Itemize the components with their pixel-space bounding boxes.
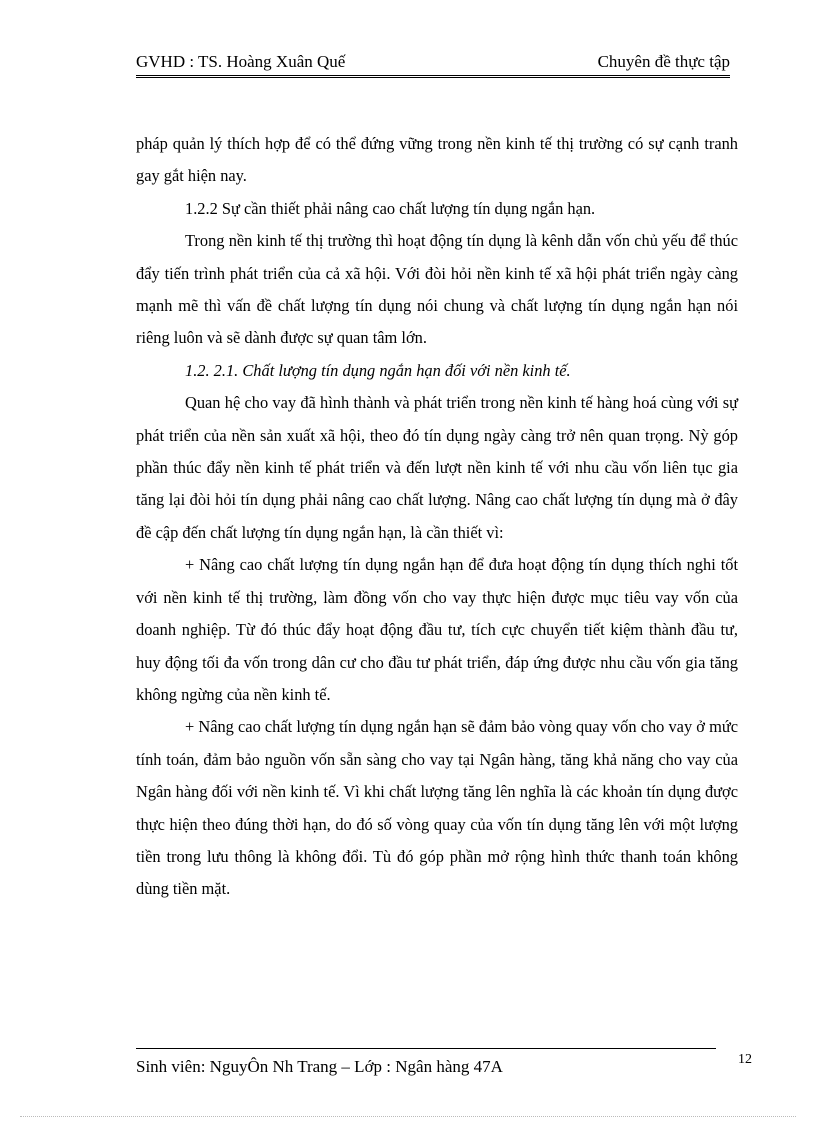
header-supervisor: GVHD : TS. Hoàng Xuân Quế	[136, 52, 346, 71]
section-heading: 1.2.2 Sự cần thiết phải nâng cao chất lượng tín dụng ngắn hạn.	[185, 198, 596, 218]
footer-student-info: Sinh viên: NguyÔn Nh Trang – Lớp : Ngân hàng 47A	[136, 1057, 503, 1076]
page-number: 12	[738, 1052, 752, 1067]
header-divider	[136, 75, 730, 78]
page-header	[136, 50, 730, 74]
header-doc-type: Chuyên đề thực tập	[597, 52, 730, 71]
paragraph: Quan hệ cho vay đã hình thành và phát triển trong nền kinh tế hàng hoá cùng với sự phát triển của nền sản xuất xã hội, theo đó tín dụng ngày càng trở nên quan trọng. Nỳ góp phần thúc đẩy nền kinh tế phát triển và đến lượt nền kinh tế với nhu cầu vốn liên tục gia tăng lại đòi hỏi tín dụng phải nâng cao chất lượng. Nâng cao chất lượng tín dụng mà ở đây đề cập đến chất lượng tín dụng ngắn hạn, là cần thiết vì:	[136, 393, 738, 542]
bullet-paragraph: + Nâng cao chất lượng tín dụng ngắn hạn sẽ đảm bảo vòng quay vốn cho vay ở mức tính toán, đảm bảo nguồn vốn sẵn sàng cho vay tại Ngân hàng, tăng khả năng cho vay của Ngân hàng đối với nền kinh tế. Vì khi chất lượng tăng lên nghĩa là các khoản tín dụng được thực hiện theo đúng thời hạn, do đó số vòng quay của vốn tín dụng tăng lên với một lượng tiền trong lưu thông là không đổi. Tù đó góp phần mở rộng hình thức thanh toán không dùng tiền mặt.	[136, 717, 738, 899]
document-body	[136, 128, 738, 906]
page-bottom-border	[20, 1116, 796, 1117]
paragraph-continuation: pháp quản lý thích hợp để có thể đứng vững trong nền kinh tế thị trường có sự cạnh tranh gay gắt hiện nay.	[136, 134, 738, 186]
bullet-paragraph: + Nâng cao chất lượng tín dụng ngắn hạn để đưa hoạt động tín dụng thích nghi tốt với nền kinh tế thị trường, làm đồng vốn cho vay thực hiện được mục tiêu vay vốn của doanh nghiệp. Từ đó thúc đẩy hoạt động đầu tư, tích cực chuyển tiết kiệm thành đầu tư, huy động tối đa vốn trong dân cư cho đầu tư phát triển, đáp ứng được nhu cầu vốn gia tăng không ngừng của nền kinh tế.	[136, 555, 738, 704]
footer-divider	[136, 1048, 716, 1049]
paragraph: Trong nền kinh tế thị trường thì hoạt động tín dụng là kênh dẫn vốn chủ yếu để thúc đẩy tiến trình phát triển của cả xã hội. Với đòi hỏi nền kinh tế xã hội phát triển ngày càng mạnh mẽ thì vấn đề chất lượng tín dụng nói chung và chất lượng tín dụng ngắn hạn nói riêng luôn và sẽ dành được sự quan tâm lớn.	[136, 231, 738, 348]
subsection-heading: 1.2. 2.1. Chất lượng tín dụng ngắn hạn đối với nền kinh tế.	[185, 360, 571, 380]
